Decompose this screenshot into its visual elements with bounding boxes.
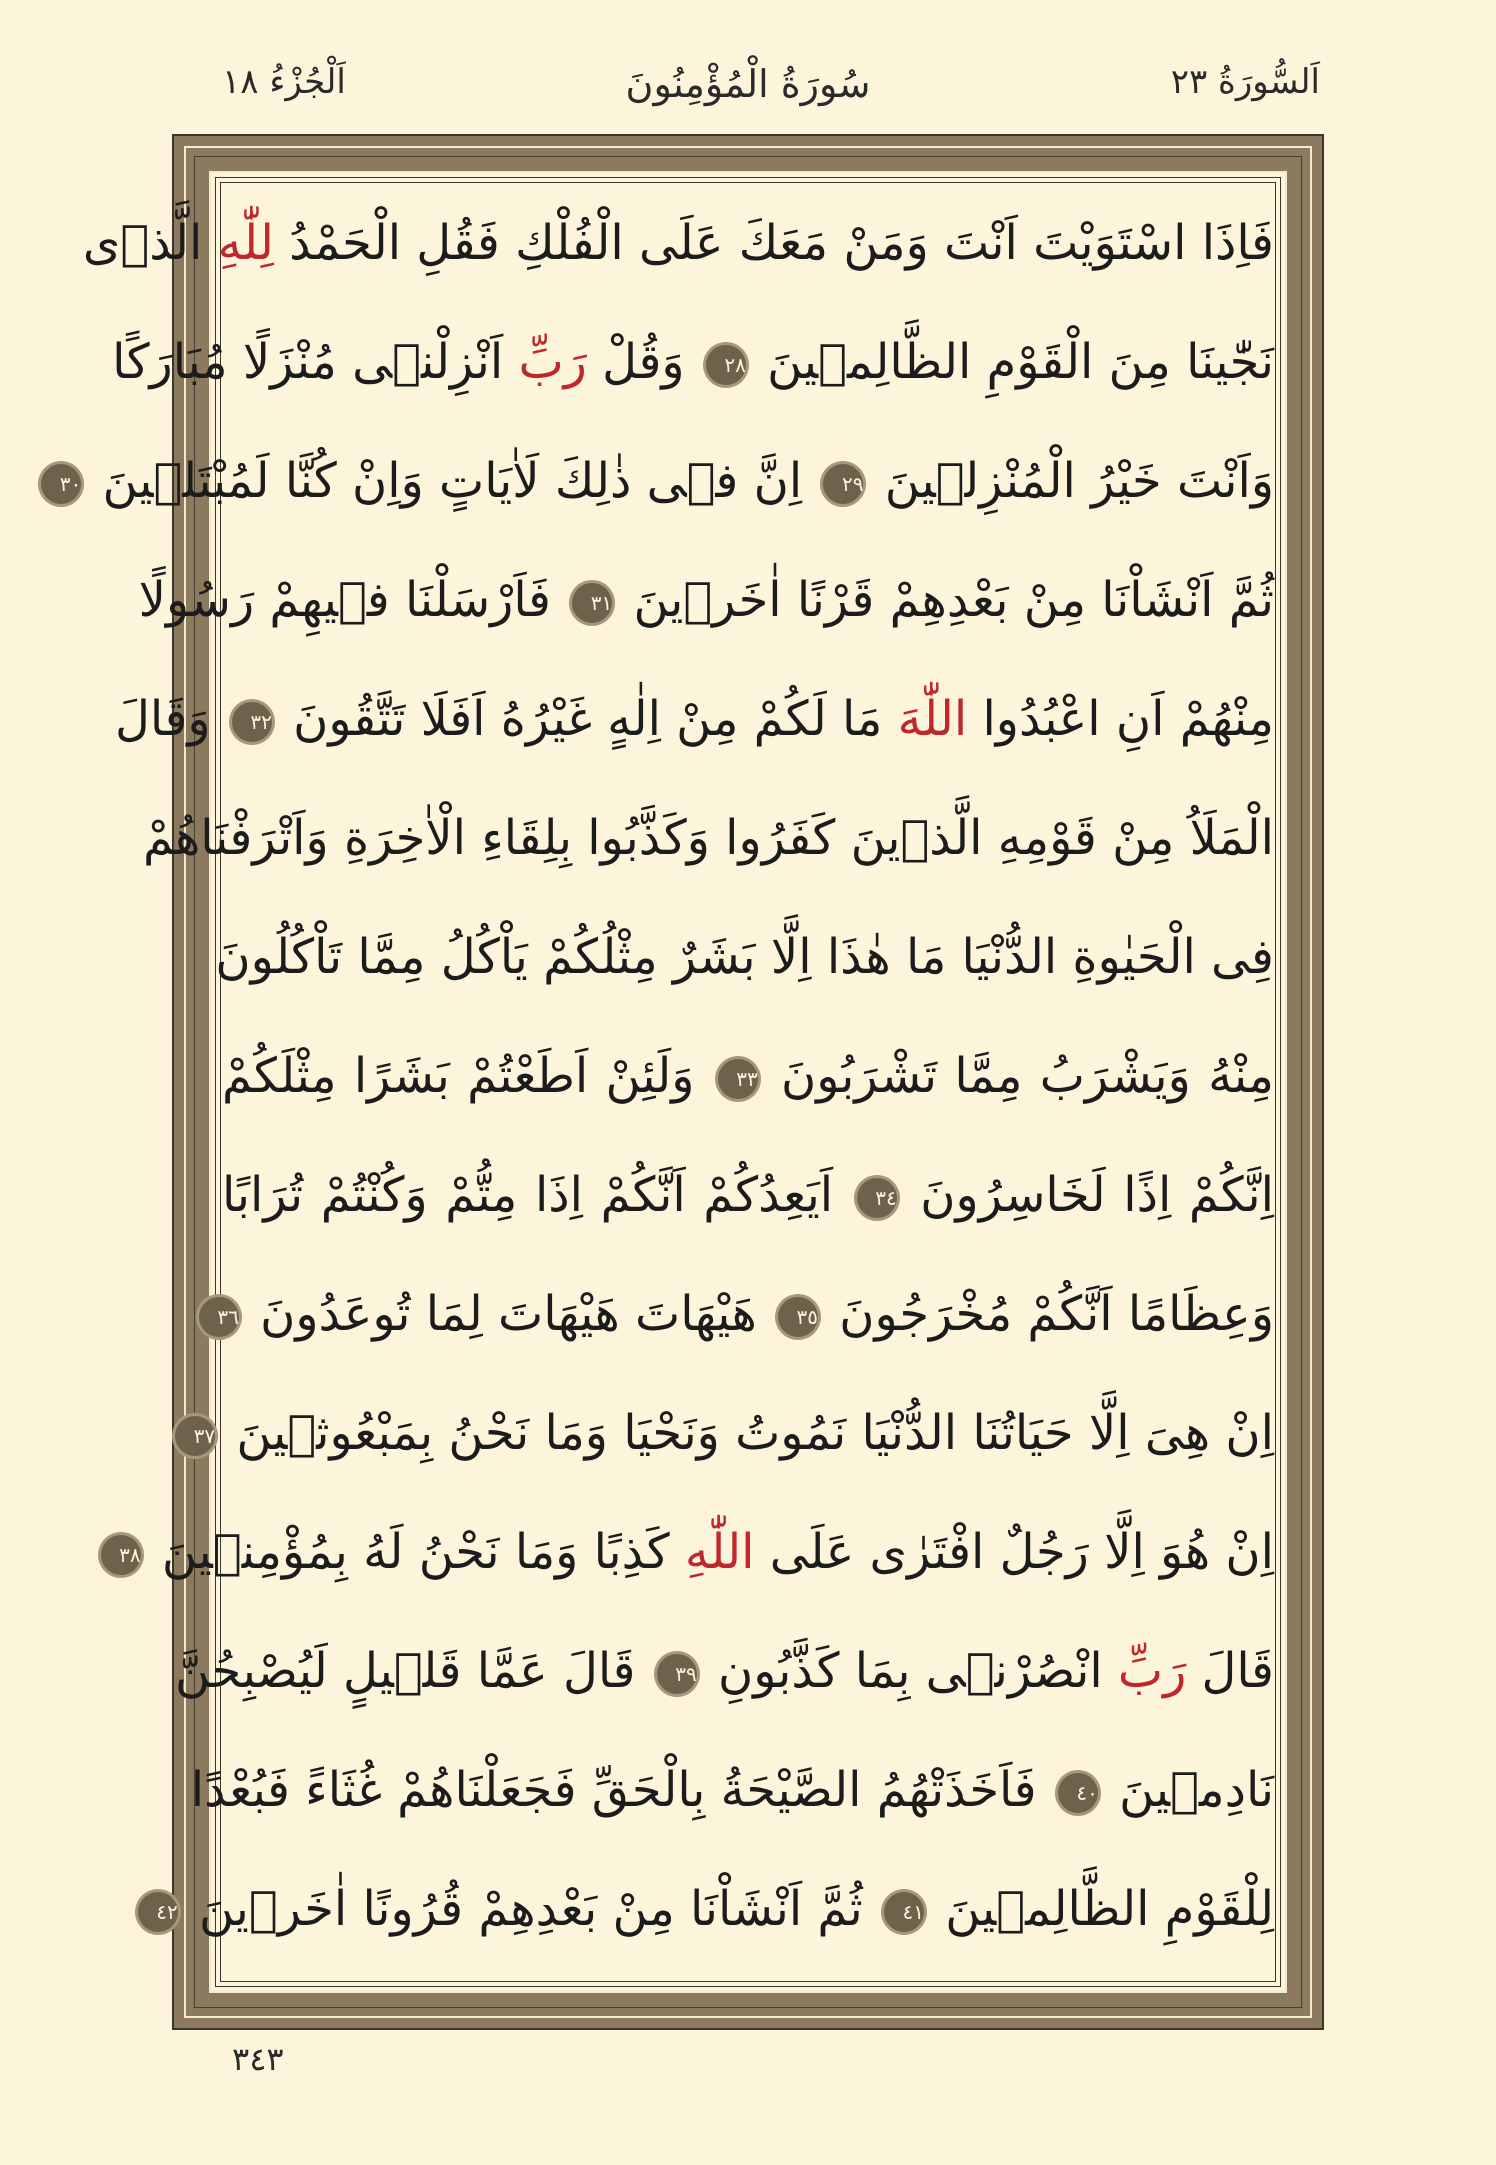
- ayah-number-marker: ٢٩: [823, 464, 863, 504]
- divine-name-text: رَبِّ: [518, 334, 587, 390]
- ayah-number-marker: ٣٧: [175, 1416, 215, 1456]
- surah-title: سُورَةُ الْمُؤْمِنُونَ: [625, 62, 871, 106]
- text-line: [175, 1612, 1274, 1731]
- verse-text: قَالَ عَمَّا قَلٖيلٍ لَيُصْبِحُنَّ: [175, 1643, 651, 1699]
- verse-text: فَاَرْسَلْنَا فٖيهِمْ رَسُولًا: [138, 572, 567, 628]
- text-line: [138, 541, 1274, 660]
- ayah-number-marker: ٢٨: [706, 345, 746, 385]
- verse-text: مِنْهُ وَيَشْرَبُ مِمَّا تَشْرَبُونَ: [763, 1048, 1274, 1104]
- verse-text: لِلْقَوْمِ الظَّالِمٖينَ: [930, 1881, 1274, 1937]
- verse-text: وَعِظَامًا اَنَّكُمْ مُخْرَجُونَ: [824, 1286, 1274, 1342]
- verse-text: مِنْهُمْ اَنِ اعْبُدُوا: [967, 691, 1274, 747]
- ayah-number-marker: ٣٥: [778, 1297, 818, 1337]
- verse-text: اِنَّكُمْ اِذًا لَخَاسِرُونَ: [902, 1167, 1274, 1223]
- ayah-number-marker: ٣٠: [41, 464, 81, 504]
- verse-text: اَنْزِلْنٖى مُنْزَلًا مُبَارَكًا: [112, 334, 519, 390]
- ayah-number-marker: ٤١: [884, 1892, 924, 1932]
- juz-label: اَلْجُزْءُ ١٨: [222, 62, 346, 102]
- verse-text: نَادِمٖينَ: [1103, 1762, 1274, 1818]
- page-number: ٣٤٣: [232, 2040, 284, 2078]
- verse-text: مَا لَكُمْ مِنْ اِلٰهٍ غَيْرُهُ اَفَلَا تَتَّقُونَ: [277, 691, 898, 747]
- verse-text: فَاِذَا اسْتَوَيْتَ اَنْتَ وَمَنْ مَعَكَ عَلَى الْفُلْكِ فَقُلِ الْحَمْدُ: [273, 215, 1274, 271]
- text-line: [143, 779, 1274, 898]
- surah-number-label: اَلسُّورَةُ ٢٣: [1170, 62, 1320, 102]
- quran-text-block: [59, 184, 1274, 1974]
- ayah-number-marker: ٣١: [572, 583, 612, 623]
- text-line: [222, 1017, 1274, 1136]
- verse-text: قَالَ: [1186, 1643, 1274, 1699]
- verse-text: انْصُرْنٖى بِمَا كَذَّبُونِ: [702, 1643, 1118, 1699]
- ayah-number-marker: ٤٢: [138, 1892, 178, 1932]
- text-line: [82, 184, 1274, 303]
- verse-text: وَقَالَ: [114, 691, 226, 747]
- verse-text: فَاَخَذَتْهُمُ الصَّيْحَةُ بِالْحَقِّ فَجَعَلْنَاهُمْ غُثَاءً فَبُعْدًا: [190, 1762, 1052, 1818]
- text-line: [156, 1850, 1274, 1969]
- text-line: [190, 1731, 1274, 1850]
- ayah-number-marker: ٤٠: [1058, 1773, 1098, 1813]
- verse-text: الَّذٖى: [82, 215, 218, 271]
- ayah-number-marker: ٣٦: [199, 1297, 239, 1337]
- text-line: [215, 898, 1274, 1017]
- verse-text: كَذِبًا وَمَا نَحْنُ لَهُ بِمُؤْمِنٖينَ: [146, 1524, 685, 1580]
- verse-text: وَلَئِنْ اَطَعْتُمْ بَشَرًا مِثْلَكُمْ: [222, 1048, 712, 1104]
- verse-text: اِنَّ فٖى ذٰلِكَ لَاٰيَاتٍ وَاِنْ كُنَّا لَمُبْتَلٖينَ: [87, 453, 818, 509]
- verse-text: نَجّٰينَا مِنَ الْقَوْمِ الظَّالِمٖينَ: [751, 334, 1274, 390]
- divine-name-text: اللّٰهِ: [684, 1524, 755, 1580]
- verse-text: اِنْ هُوَ اِلَّا رَجُلٌ افْتَرٰى عَلَى: [754, 1524, 1274, 1580]
- verse-text: الْمَلَاُ مِنْ قَوْمِهِ الَّذٖينَ كَفَرُوا وَكَذَّبُوا بِلِقَاءِ الْاٰخِرَةِ وَاَتْرَفْنَاهُمْ: [143, 810, 1274, 866]
- text-line: [193, 1374, 1274, 1493]
- ayah-number-marker: ٣٣: [718, 1059, 758, 1099]
- divine-name-text: لِلّٰهِ: [217, 215, 274, 271]
- verse-text: وَقُلْ: [586, 334, 700, 390]
- verse-text: وَاَنْتَ خَيْرُ الْمُنْزِلٖينَ: [869, 453, 1274, 509]
- ayah-number-marker: ٣٤: [857, 1178, 897, 1218]
- text-line: [114, 660, 1274, 779]
- verse-text: ثُمَّ اَنْشَاْنَا مِنْ بَعْدِهِمْ قُرُونًا اٰخَرٖينَ: [183, 1881, 878, 1937]
- ayah-number-marker: ٣٩: [657, 1654, 697, 1694]
- verse-text: فِى الْحَيٰوةِ الدُّنْيَا مَا هٰذَا اِلَّا بَشَرٌ مِثْلُكُمْ يَاْكُلُ مِمَّا تَاْكُلُونَ: [215, 929, 1274, 985]
- verse-text: اِنْ هِىَ اِلَّا حَيَاتُنَا الدُّنْيَا نَمُوتُ وَنَحْيَا وَمَا نَحْنُ بِمَبْعُوثٖينَ: [221, 1405, 1274, 1461]
- verse-text: هَيْهَاتَ هَيْهَاتَ لِمَا تُوعَدُونَ: [244, 1286, 773, 1342]
- text-line: [217, 1255, 1274, 1374]
- divine-name-text: رَبِّ: [1117, 1643, 1187, 1699]
- text-line: [59, 422, 1274, 541]
- divine-name-text: اللّٰهَ: [897, 691, 968, 747]
- verse-text: ثُمَّ اَنْشَاْنَا مِنْ بَعْدِهِمْ قَرْنًا اٰخَرٖينَ: [618, 572, 1274, 628]
- text-line: [119, 1493, 1274, 1612]
- ayah-number-marker: ٣٨: [101, 1535, 141, 1575]
- ayah-number-marker: ٣٢: [232, 702, 272, 742]
- text-line: [112, 303, 1274, 422]
- page-header: [0, 62, 1496, 122]
- verse-text: اَيَعِدُكُمْ اَنَّكُمْ اِذَا مِتُّمْ وَكُنْتُمْ تُرَابًا: [222, 1167, 851, 1223]
- text-line: [222, 1136, 1274, 1255]
